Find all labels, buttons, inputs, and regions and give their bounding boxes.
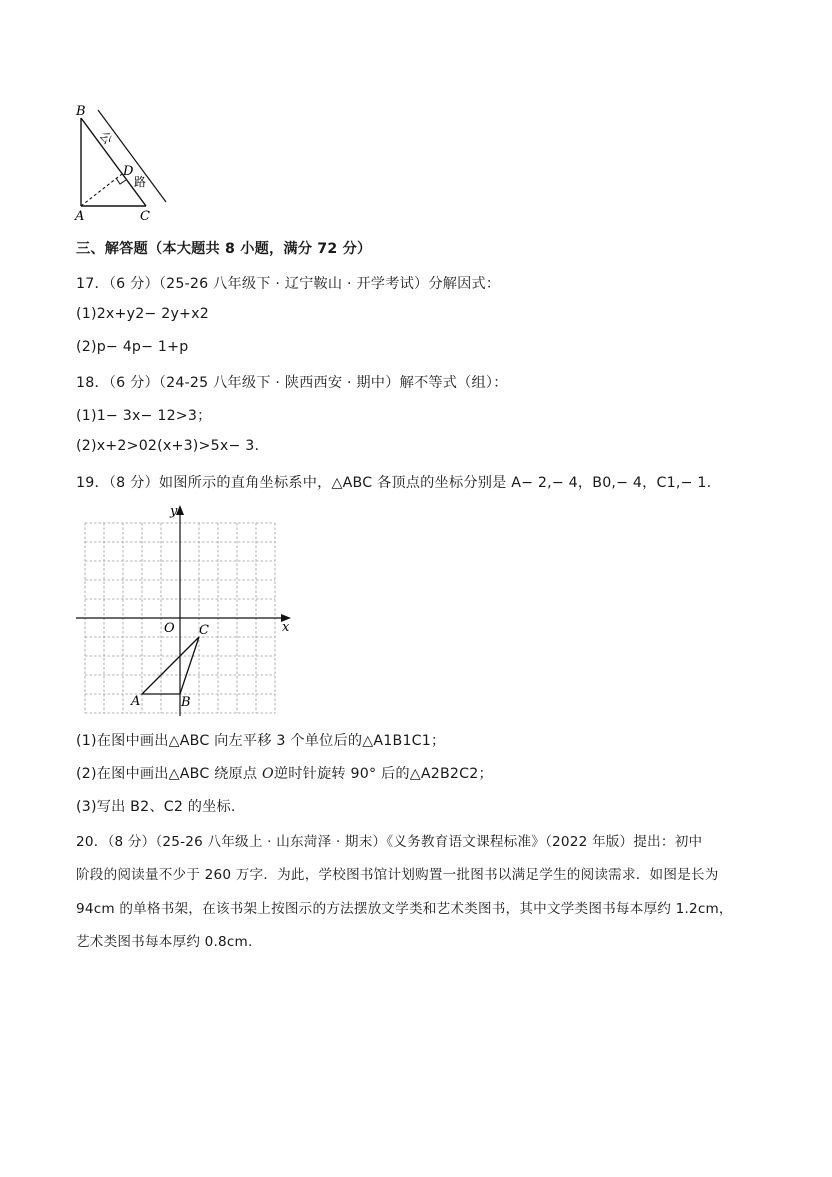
q18-part2: (2)x+2>02(x+3)>5x− 3. xyxy=(76,438,260,454)
road-char-1: 公 xyxy=(96,129,116,147)
road-triangle-figure xyxy=(70,98,180,226)
label-x: x xyxy=(282,620,290,635)
q17-part2: (2)p− 4p− 1+p xyxy=(76,339,189,355)
coordinate-grid-figure xyxy=(72,500,296,720)
label-B: B xyxy=(181,695,191,710)
q20-line3: 94cm 的单格书架，在该书架上按图示的方法摆放文学类和艺术类图书，其中文学类图书每本厚约 1.2cm， xyxy=(76,901,733,917)
label-A: A xyxy=(75,209,85,224)
dashed-AD xyxy=(81,174,122,206)
q19-stem: 19．（8 分）如图所示的直角坐标系中，△ABC 各顶点的坐标分别是 A− 2,− 4，B0,− 4，C1,− 1. xyxy=(76,475,712,491)
q19-part2-origin: O xyxy=(262,766,274,782)
q17-part1: (1)2x+y2− 2y+x2 xyxy=(76,306,209,322)
q18-stem: 18．（6 分）（24-25 八年级下 · 陕西西安 · 期中）解不等式（组）： xyxy=(76,375,508,391)
q20-line1: 20．（8 分）（25-26 八年级上 · 山东菏泽 · 期末）《义务教育语文课程标准》（2022 年版）提出：初中 xyxy=(76,834,703,850)
q19-part2 xyxy=(76,763,493,783)
label-B: B xyxy=(76,104,86,119)
q19-part3: (3)写出 B2、C2 的坐标. xyxy=(76,799,236,815)
label-y: y xyxy=(170,504,178,519)
label-A: A xyxy=(131,694,141,709)
triangle-ABC xyxy=(142,637,199,694)
q17-stem: 17．（6 分）（25-26 八年级下 · 辽宁鞍山 · 开学考试）分解因式： xyxy=(76,276,501,292)
road-char-2: 路 xyxy=(134,175,147,189)
q19-part2-post: 逆时针旋转 90° 后的△A2B2C2； xyxy=(273,766,493,782)
section-heading: 三、解答题（本大题共 8 小题，满分 72 分） xyxy=(76,241,372,257)
label-O: O xyxy=(164,621,175,636)
label-D: D xyxy=(123,164,134,179)
label-C: C xyxy=(140,209,150,224)
q19-part2-pre: (2)在图中画出△ABC 绕原点 xyxy=(76,766,263,782)
q20-line4: 艺术类图书每本厚约 0.8cm. xyxy=(76,934,253,950)
q20-line2: 阶段的阅读量不少于 260 万字．为此，学校图书馆计划购置一批图书以满足学生的阅读需求．如图是长为 xyxy=(76,867,719,883)
label-C: C xyxy=(199,623,209,638)
q18-part1: (1)1− 3x− 12>3； xyxy=(76,408,212,424)
q19-part1: (1)在图中画出△ABC 向左平移 3 个单位后的△A1B1C1； xyxy=(76,733,446,749)
